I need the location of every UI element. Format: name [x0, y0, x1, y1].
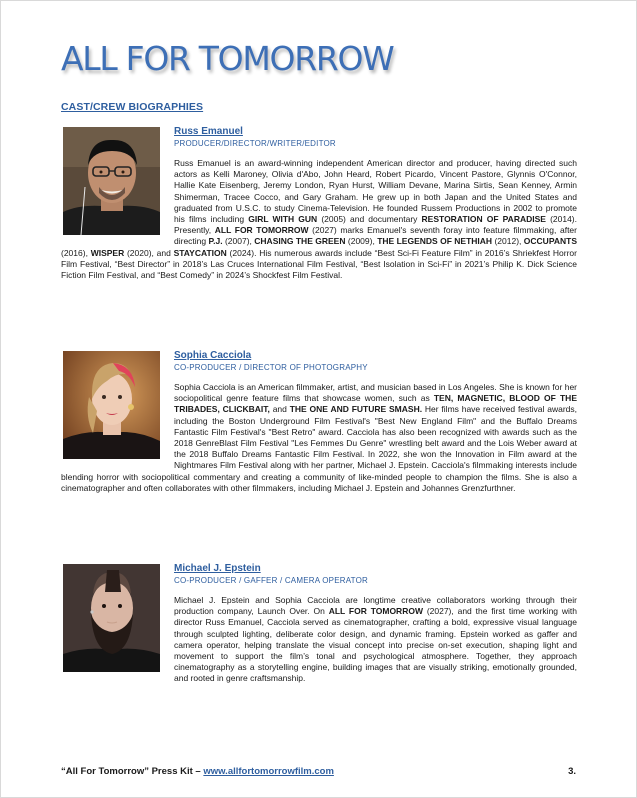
- page-number: 3.: [568, 766, 576, 777]
- bio-text-segment: (2016),: [61, 247, 91, 258]
- bio-text-segment: (2027), and the first time working with director Russ Emanuel, Cacciola served as cinematographer, crafting a bold, expressive visual language through sculpted lighting, deliberate color design, and dynamic framing. Epstein worked as gaffer and camera operator, helping translate the visual concept into precise on-set execution, shaping light and movement to support the film’s tonal and psychological atmosphere. Together, they approach cinematography as a storytelling engine, building images that are visually striking, emotionally grounded, and rooted in genre craftsmanship.: [174, 606, 577, 684]
- bio-bold-title: ALL FOR TOMORROW: [328, 606, 423, 617]
- russ-emanuel-photo: [63, 127, 160, 235]
- bio-text-segment: (2027) marks Emanuel's seventh foray into feature filmmaking, after directing: [174, 225, 577, 247]
- bio-name: Russ Emanuel: [174, 126, 243, 137]
- bio-text-segment: (2005) and documentary: [317, 214, 422, 225]
- website-link[interactable]: www.allfortomorrowfilm.com: [203, 766, 334, 777]
- bio-bold-title: THE ONE AND FUTURE SMASH.: [289, 404, 423, 415]
- bio-michael-epstein: [61, 564, 577, 685]
- michael-epstein-photo: [63, 564, 160, 672]
- bio-russ-emanuel: [61, 127, 577, 281]
- bio-name: Michael J. Epstein: [174, 563, 261, 574]
- bio-text-segment: Russ Emanuel is an award-winning independent American director and producer, having directed such actors as Kelli Maroney, Olivia d'Abo, John Heard, Robert Picardo, Vincent Pastore, Glynnis O'Connor, Hallie Kate Eisenberg, Jeremy London, Ryan Hurst, William Devane, Marina Sirtis, Sean Kenney, Armin Shimerman, Tracee Cocco, and Gary Graham. He grew up in both Japan and the United States and graduated from U.S.C. to study Cinema-Television. He founded Russem Productions in 2002 to promote his films including: [174, 158, 577, 225]
- bio-bold-title: STAYCATION: [173, 247, 227, 258]
- bio-bold-title: OCCUPANTS: [523, 236, 578, 247]
- bio-text-segment: (2020), and: [124, 247, 174, 258]
- bio-text-segment: and: [269, 404, 290, 415]
- bio-bold-title: THE LEGENDS OF NETHIAH: [377, 236, 493, 247]
- bio-text-segment: (2007),: [222, 236, 255, 247]
- bio-text-segment: (2024). His numerous awards include “Best Sci-Fi Feature Film” in 2016’s Shriekfest Horror Film Festival, “Best Director” in 2018’s Las Cruces International Film Festival, “Best Isolation in Sci-Fi” in 2021’s Philip K. Dick Science Fiction Film Festival, and “Best Comedy” in 2024’s Shockfest Film Festival.: [61, 247, 577, 281]
- bio-bold-title: CHASING THE GREEN: [254, 236, 346, 247]
- bio-text-segment: Michael J. Epstein and Sophia Cacciola are longtime creative collaborators working through their production company, Launch Over. On: [174, 595, 577, 617]
- bio-role: PRODUCER/DIRECTOR/WRITER/EDITOR: [174, 139, 336, 148]
- bio-bold-title: P.J.: [208, 236, 223, 247]
- bio-text-segment: Her films have received festival awards, including the Boston Underground Film Festival's "Best New England Film" and the Buffalo Dreams Fantastic Film Festival's "Best Retro" award. Cacciola has also been recognized with awards such as the 2018 GenreBlast Film Festival "Les Femmes Du Genre" wrestling belt award and the Lois Weber award at the 2018 Buffalo Dreams Fantastic Film Festival. In 2022, she won the Innovation in Film award at the Nightmares Film Festival along with her partner, Michael J. Epstein. Cacciola's filmmaking interests include blending horror with sociopolitical commentary and creating a community of like-minded people to champion the films. She is also a cinematographer and often collaborates with other filmmakers, including Michael J. Epstein and Johannes Grenzfurthner.: [61, 404, 577, 493]
- bio-bold-title: TEN, MAGNETIC, BLOOD OF THE TRIBADES, CLICKBAIT,: [174, 393, 577, 415]
- footer: [61, 766, 576, 777]
- bio-text-segment: (2012),: [492, 236, 524, 247]
- sophia-cacciola-photo: [63, 351, 160, 459]
- bio-role: CO-PRODUCER / DIRECTOR OF PHOTOGRAPHY: [174, 363, 368, 372]
- bio-sophia-cacciola: [61, 351, 577, 494]
- bio-bold-title: ALL FOR TOMORROW: [214, 225, 309, 236]
- bio-name: Sophia Cacciola: [174, 350, 252, 361]
- bio-role: CO-PRODUCER / GAFFER / CAMERA OPERATOR: [174, 576, 368, 585]
- section-heading: CAST/CREW BIOGRAPHIES: [61, 101, 204, 113]
- document-title: ALL FOR TOMORROW: [61, 39, 394, 78]
- bio-text-segment: (2014). Presently,: [174, 214, 577, 236]
- bio-bold-title: WISPER: [90, 247, 125, 258]
- footer-label: “All For Tomorrow” Press Kit –: [61, 766, 204, 777]
- bio-bold-title: GIRL WITH GUN: [248, 214, 318, 225]
- bio-text-segment: (2009),: [345, 236, 378, 247]
- bio-text-segment: Sophia Cacciola is an American filmmaker, artist, and musician based in Los Angeles. She is known for her sociopolitical genre feature films that showcase women, such as: [174, 382, 577, 404]
- bio-bold-title: RESTORATION OF PARADISE: [421, 214, 546, 225]
